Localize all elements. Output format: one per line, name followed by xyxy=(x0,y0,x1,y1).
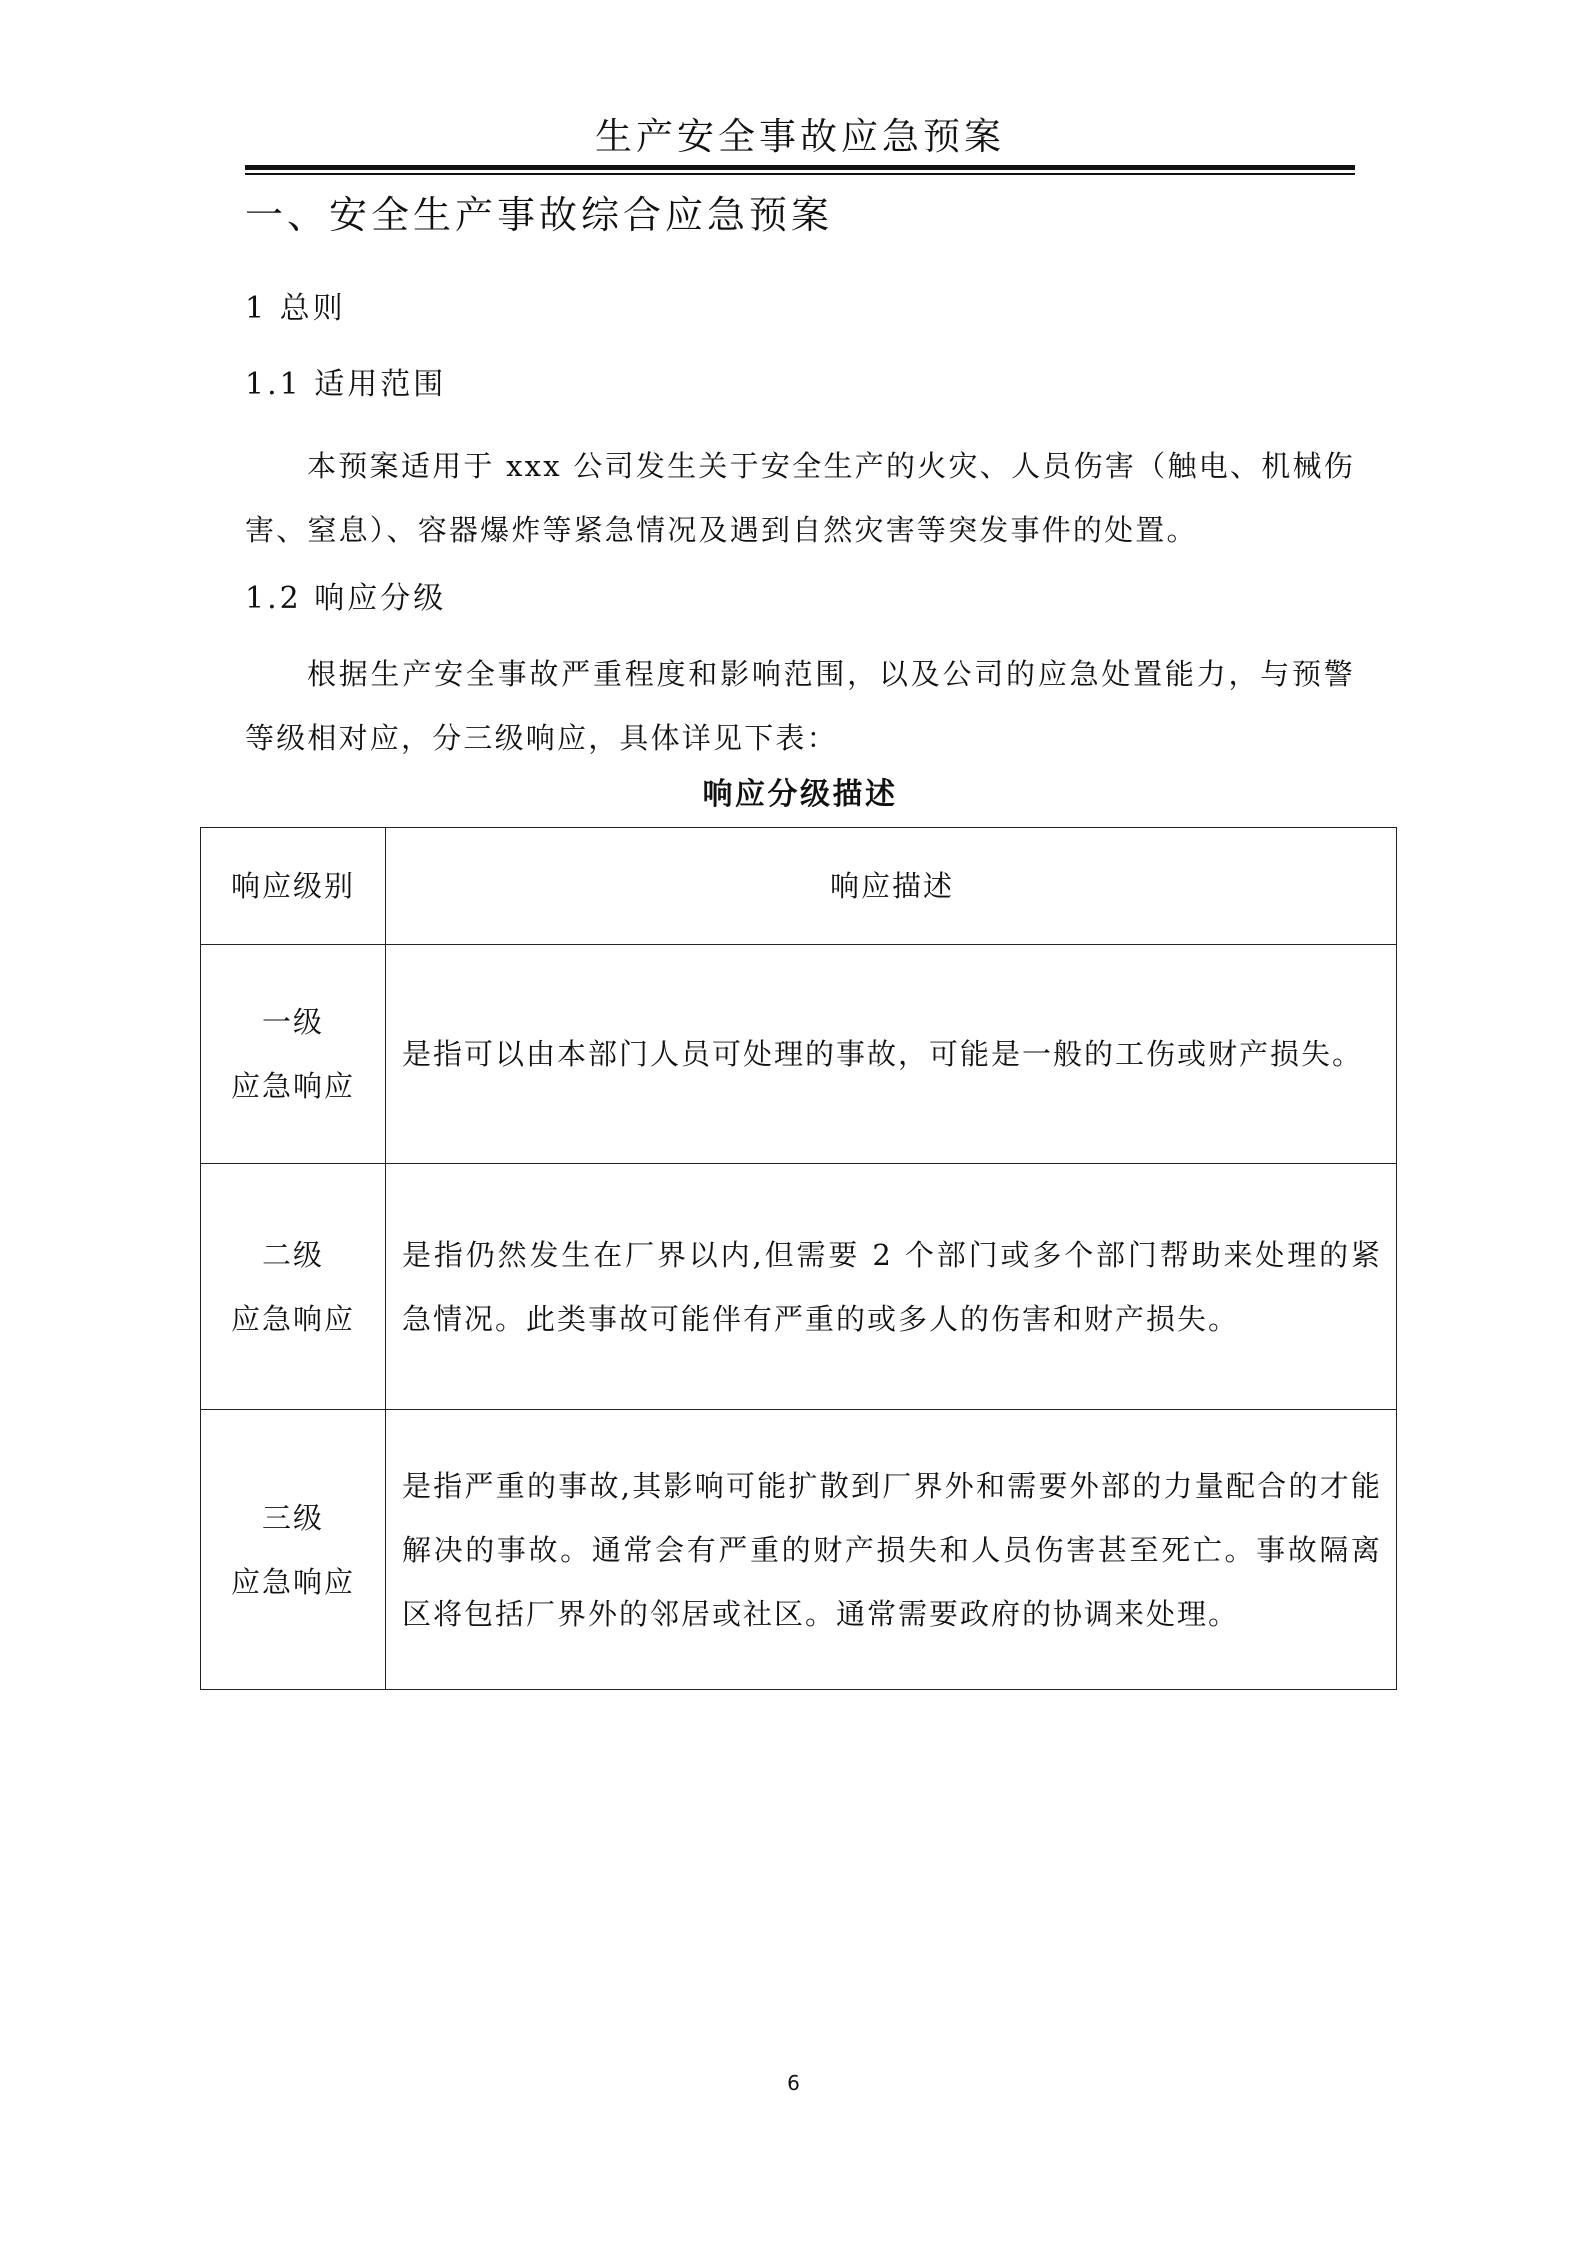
scope-paragraph: 本预案适用于 xxx 公司发生关于安全生产的火灾、人员伤害（触电、机械伤害、窒息）、容器爆炸等紧急情况及遇到自然灾害等突发事件的处置。 xyxy=(245,449,1355,547)
level-suffix: 应急响应 xyxy=(230,1301,355,1336)
table-row xyxy=(201,1410,1397,1690)
level-suffix: 应急响应 xyxy=(230,1564,355,1599)
response-levels-paragraph: 根据生产安全事故严重程度和影响范围，以及公司的应急处置能力，与预警等级相对应，分三级响应，具体详见下表： xyxy=(245,657,1355,755)
table-row xyxy=(201,1164,1397,1410)
header-rule-thick xyxy=(245,165,1355,170)
level-cell xyxy=(201,1410,386,1690)
description-cell: 是指可以由本部门人员可处理的事故，可能是一般的工伤或财产损失。 xyxy=(386,945,1397,1164)
level-suffix: 应急响应 xyxy=(230,1069,355,1103)
section-heading-general: 1 总则 xyxy=(245,291,346,326)
level-cell xyxy=(201,1164,386,1410)
description-cell: 是指仍然发生在厂界以内,但需要 2 个部门或多个部门帮助来处理的紧急情况。此类事故可能伴有严重的或多人的伤害和财产损失。 xyxy=(386,1164,1397,1410)
level-name: 三级 xyxy=(261,1500,324,1535)
level-name: 一级 xyxy=(261,1005,324,1039)
header-cell-description: 响应描述 xyxy=(386,828,1397,945)
response-level-table xyxy=(200,827,1397,1690)
table-header-row xyxy=(201,828,1397,945)
running-header: 生产安全事故应急预案 xyxy=(595,115,1005,158)
page-number: 6 xyxy=(787,2071,800,2095)
header-cell-level: 响应级别 xyxy=(201,828,386,945)
header-rule-thin xyxy=(245,173,1355,175)
chapter-title: 一、安全生产事故综合应急预案 xyxy=(245,193,834,237)
section-heading-scope: 1.1 适用范围 xyxy=(245,367,447,402)
table-caption: 响应分级描述 xyxy=(702,777,898,812)
level-cell xyxy=(201,945,386,1164)
section-heading-response-levels: 1.2 响应分级 xyxy=(245,581,447,616)
description-cell: 是指严重的事故,其影响可能扩散到厂界外和需要外部的力量配合的才能解决的事故。通常会有严重的财产损失和人员伤害甚至死亡。事故隔离区将包括厂界外的邻居或社区。通常需要政府的协调来处理。 xyxy=(386,1410,1397,1690)
table-row xyxy=(201,945,1397,1164)
level-name: 二级 xyxy=(261,1237,324,1272)
